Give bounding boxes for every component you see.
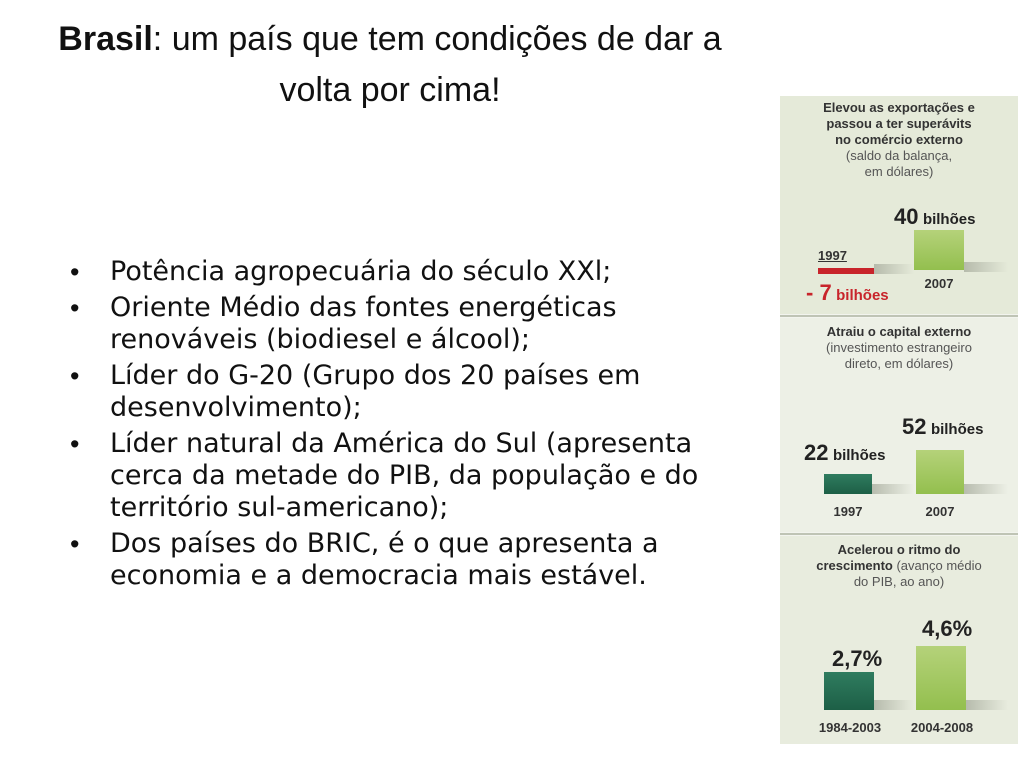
- bar-shadow: [964, 484, 1008, 494]
- bar-shadow: [874, 264, 914, 274]
- title-bold-word: Brasil: [58, 20, 153, 58]
- exports-bar-1997: [818, 268, 874, 274]
- investment-heading-line: Atraiu o capital externo: [826, 324, 972, 339]
- investment-2007-value: 52 bilhões: [902, 414, 984, 439]
- growth-left-value: 2,7%: [832, 646, 883, 671]
- bullet-text: Líder natural da América do Sul (apresenta cerca da metade do PIB, da população e do território sul-americano);: [110, 428, 699, 523]
- exports-heading-line: no comércio externo: [835, 132, 963, 147]
- infographic-panel: [780, 96, 1018, 744]
- exports-2007-label: 2007: [924, 276, 954, 291]
- exports-1997-label: 1997: [818, 248, 847, 263]
- divider: [780, 315, 1018, 317]
- bullet-symbol: •: [70, 361, 80, 391]
- growth-heading-line: Acelerou o ritmo do: [837, 542, 961, 557]
- growth-heading-word: (avanço médio: [892, 558, 982, 573]
- exports-heading-line: passou a ter superávits: [826, 116, 972, 131]
- investment-1997-label: 1997: [833, 504, 863, 519]
- exports-heading-line: Elevou as exportações e: [823, 100, 975, 115]
- bar-shadow: [964, 262, 1008, 272]
- growth-right-label: 2004-2008: [910, 720, 974, 735]
- growth-bar-left: [824, 672, 874, 710]
- bar-shadow: [872, 484, 914, 494]
- bar-shadow: [966, 700, 1008, 710]
- growth-right-value: 4,6%: [922, 616, 973, 641]
- slide-title: [0, 14, 780, 116]
- investment-heading-line: (investimento estrangeiro: [826, 340, 972, 355]
- bullet-item: [66, 428, 756, 524]
- exports-heading: [780, 100, 1018, 180]
- bullet-symbol: •: [70, 257, 80, 287]
- bullet-symbol: •: [70, 429, 80, 459]
- investment-heading-line: direto, em dólares): [844, 356, 954, 371]
- divider: [780, 533, 1018, 535]
- investment-1997-value: 22 bilhões: [804, 440, 886, 465]
- investment-2007-label: 2007: [925, 504, 955, 519]
- exports-heading-line: em dólares): [864, 164, 934, 179]
- bullet-list: [66, 256, 756, 596]
- growth-panel: [780, 536, 1018, 744]
- exports-heading-line: (saldo da balança,: [845, 148, 953, 163]
- bar-shadow: [874, 700, 914, 710]
- title-line2: volta por cima!: [279, 71, 501, 109]
- bullet-item: [66, 256, 756, 288]
- exports-panel: [780, 96, 1018, 314]
- bullet-item: [66, 360, 756, 424]
- investment-panel: [780, 318, 1018, 532]
- bullet-item: [66, 292, 756, 356]
- bullet-text: Dos países do BRIC, é o que apresenta a economia e a democracia mais estável.: [110, 528, 659, 591]
- exports-bar-2007: [914, 230, 964, 270]
- investment-heading: [780, 324, 1018, 372]
- investment-bar-2007: [916, 450, 964, 494]
- bullet-text: Líder do G-20 (Grupo dos 20 países em desenvolvimento);: [110, 360, 641, 423]
- exports-2007-value: 40 bilhões: [894, 204, 976, 229]
- bullet-symbol: •: [70, 529, 80, 559]
- growth-bar-right: [916, 646, 966, 710]
- growth-heading: [780, 542, 1018, 590]
- exports-1997-value: - 7 bilhões: [806, 280, 889, 305]
- growth-left-label: 1984-2003: [818, 720, 882, 735]
- investment-bar-1997: [824, 474, 872, 494]
- bullet-text: Oriente Médio das fontes energéticas renováveis (biodiesel e álcool);: [110, 292, 617, 355]
- bullet-symbol: •: [70, 293, 80, 323]
- bullet-item: [66, 528, 756, 592]
- bullet-text: Potência agropecuária do século XXl;: [110, 256, 612, 287]
- growth-heading-word: crescimento: [816, 558, 893, 573]
- growth-heading-line: do PIB, ao ano): [853, 574, 945, 589]
- title-line1-rest: : um país que tem condições de dar a: [152, 20, 722, 58]
